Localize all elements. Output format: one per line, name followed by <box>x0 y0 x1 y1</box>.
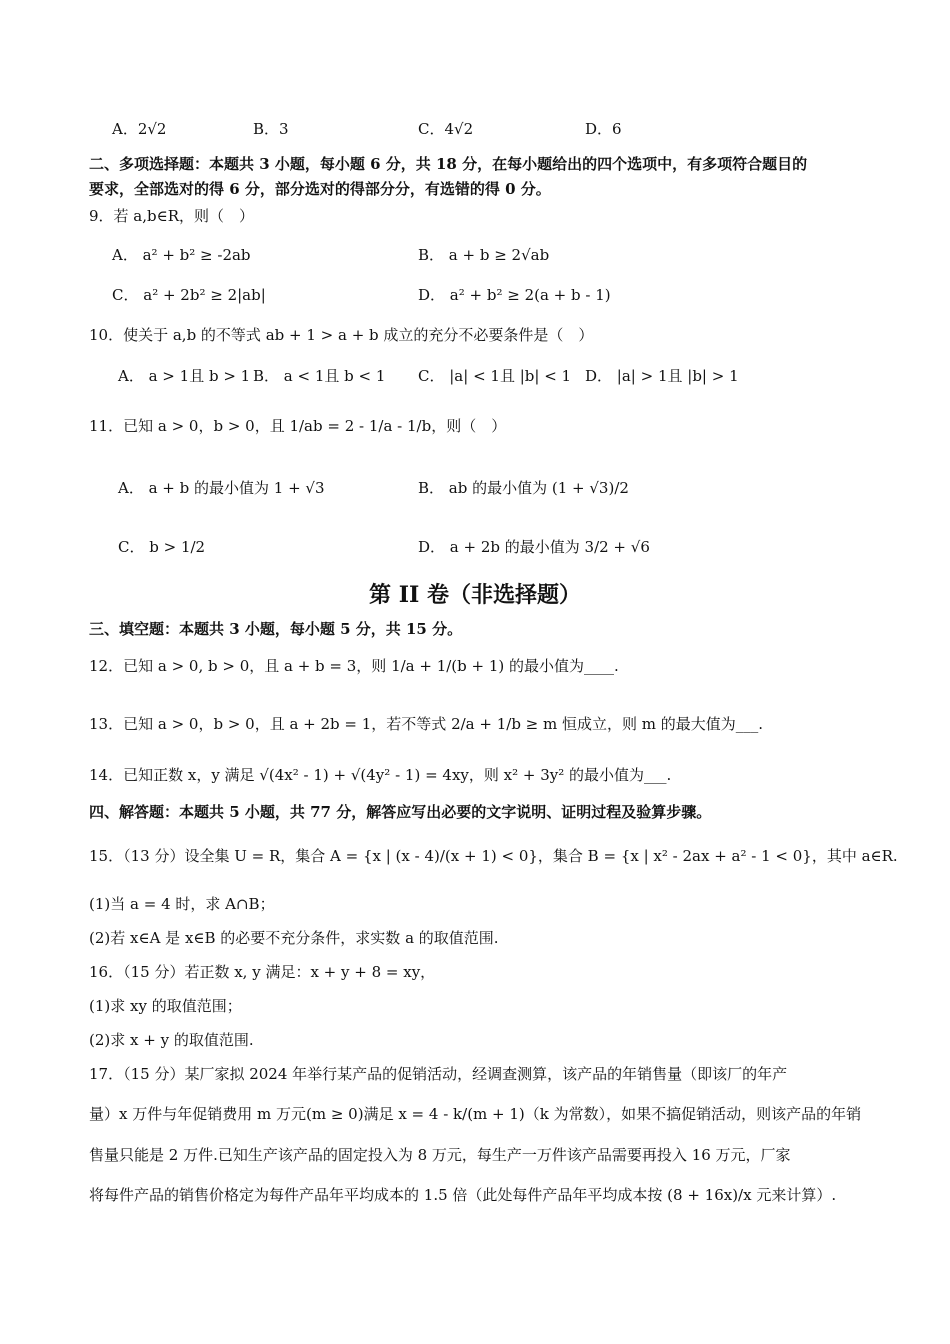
section2-heading-line2: 要求，全部选对的得 6 分，部分选对的得部分分，有选错的得 0 分。 <box>89 180 551 198</box>
q17-line4: 将每件产品的销售价格定为每件产品年平均成本的 1.5 倍（此处每件产品年平均成本按 (8 + 16x)/x 元来计算）. <box>89 1186 837 1204</box>
q10-stem: 10．使关于 a,b 的不等式 ab + 1 > a + b 成立的充分不必要条件是（ ） <box>89 326 594 344</box>
q16-part1: (1)求 xy 的取值范围； <box>89 997 242 1015</box>
q9-option-c: C． a² + 2b² ≥ 2|ab| <box>112 286 266 304</box>
q9-option-a: A． a² + b² ≥ -2ab <box>112 246 251 264</box>
q9-stem: 9．若 a,b∈R，则（ ） <box>89 207 255 225</box>
q10-option-d: D． |a| > 1且 |b| > 1 <box>585 367 739 385</box>
q11-option-c: C． b > 1/2 <box>118 538 206 556</box>
q8-option-a: A．2√2 <box>112 120 167 138</box>
q11-stem: 11．已知 a > 0，b > 0，且 1/ab = 2 - 1/a - 1/b，则（ ） <box>89 417 507 435</box>
q12: 12．已知 a > 0, b > 0，且 a + b = 3，则 1/a + 1/(b + 1) 的最小值为____. <box>89 657 619 675</box>
part2-title: 第 II 卷（非选择题） <box>369 582 581 608</box>
q8-option-c: C．4√2 <box>418 120 474 138</box>
section4-heading: 四、解答题：本题共 5 小题，共 77 分，解答应写出必要的文字说明、证明过程及验算步骤。 <box>89 803 712 821</box>
q16-stem: 16．（15 分）若正数 x, y 满足：x + y + 8 = xy， <box>89 963 436 981</box>
q14: 14．已知正数 x，y 满足 √(4x² - 1) + √(4y² - 1) = 4xy，则 x² + 3y² 的最小值为___. <box>89 766 672 784</box>
q17-line3: 售量只能是 2 万件.已知生产该产品的固定投入为 8 万元，每生产一万件该产品需要再投入 16 万元，厂家 <box>89 1146 791 1164</box>
section3-heading: 三、填空题：本题共 3 小题，每小题 5 分，共 15 分。 <box>89 620 463 638</box>
q10-option-a: A． a > 1且 b > 1 <box>118 367 251 385</box>
q10-option-b: B． a < 1且 b < 1 <box>253 367 386 385</box>
section2-heading-line1: 二、多项选择题：本题共 3 小题，每小题 6 分，共 18 分，在每小题给出的四个选项中，有多项符合题目的 <box>89 155 808 173</box>
q17-line2: 量）x 万件与年促销费用 m 万元(m ≥ 0)满足 x = 4 - k/(m + 1)（k 为常数），如果不搞促销活动，则该产品的年销 <box>89 1105 862 1123</box>
q11-option-d: D． a + 2b 的最小值为 3/2 + √6 <box>418 538 650 556</box>
q15-part2: (2)若 x∈A 是 x∈B 的必要不充分条件，求实数 a 的取值范围. <box>89 929 499 947</box>
q9-option-b: B． a + b ≥ 2√ab <box>418 246 550 264</box>
q11-option-b: B． ab 的最小值为 (1 + √3)/2 <box>418 479 629 497</box>
q8-option-b: B．3 <box>253 120 289 138</box>
q11-option-a: A． a + b 的最小值为 1 + √3 <box>118 479 325 497</box>
q16-part2: (2)求 x + y 的取值范围. <box>89 1031 254 1049</box>
q15-stem: 15．（13 分）设全集 U = R，集合 A = {x | (x - 4)/(x + 1) < 0}，集合 B = {x | x² - 2ax + a² - 1 < 0}，其中 a∈R. <box>89 847 898 865</box>
q17-line1: 17．（15 分）某厂家拟 2024 年举行某产品的促销活动，经调查测算，该产品的年销售量（即该厂的年产 <box>89 1065 788 1083</box>
q8-option-d: D．6 <box>585 120 622 138</box>
q9-option-d: D． a² + b² ≥ 2(a + b - 1) <box>418 286 611 304</box>
q15-part1: (1)当 a = 4 时，求 A∩B； <box>89 895 275 913</box>
q13: 13．已知 a > 0，b > 0，且 a + 2b = 1，若不等式 2/a + 1/b ≥ m 恒成立，则 m 的最大值为___. <box>89 715 764 733</box>
q10-option-c: C． |a| < 1且 |b| < 1 <box>418 367 572 385</box>
